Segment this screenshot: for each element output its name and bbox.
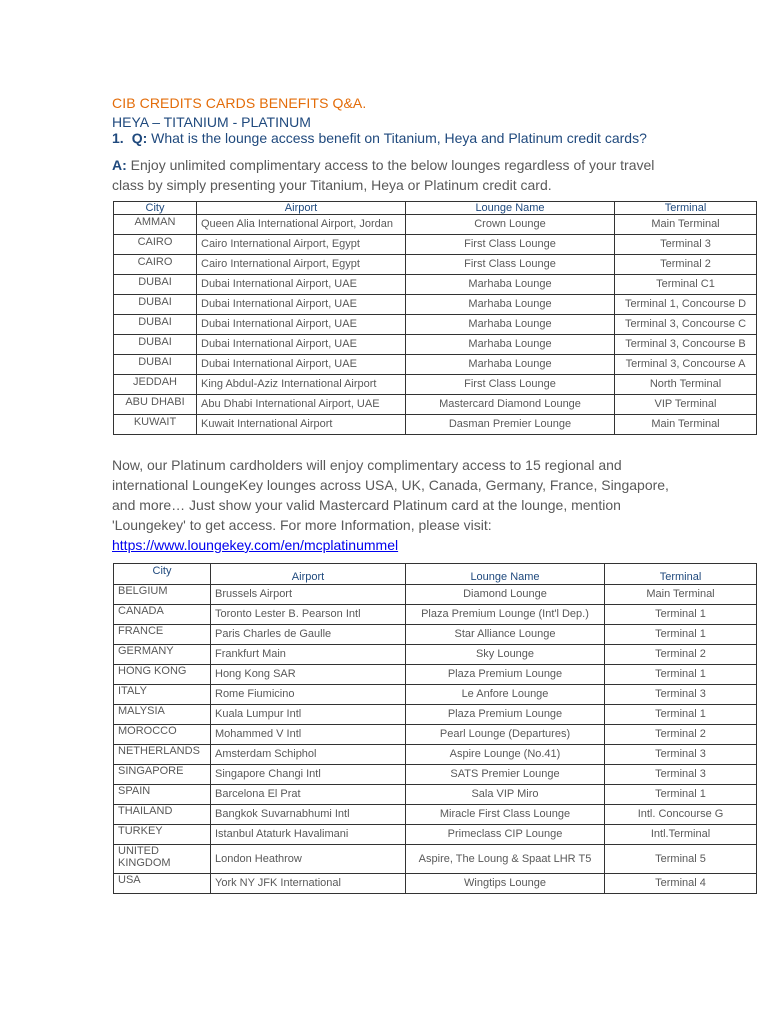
- cell-lounge-name: First Class Lounge: [406, 235, 615, 255]
- cell-terminal: Terminal 1: [605, 625, 757, 645]
- cell-terminal: Main Terminal: [615, 415, 757, 435]
- cell-airport: King Abdul-Aziz International Airport: [197, 375, 406, 395]
- cell-airport: Rome Fiumicino: [211, 685, 406, 705]
- table-row: [114, 825, 757, 845]
- cell-city: GERMANY: [114, 645, 211, 665]
- table-row: [114, 215, 757, 235]
- cell-lounge-name: Primeclass CIP Lounge: [406, 825, 605, 845]
- cell-airport: Queen Alia International Airport, Jordan: [197, 215, 406, 235]
- cell-terminal: Intl.Terminal: [605, 825, 757, 845]
- cell-terminal: Terminal 3: [605, 685, 757, 705]
- table-row: [114, 255, 757, 275]
- cell-airport: Hong Kong SAR: [211, 665, 406, 685]
- cell-airport: Toronto Lester B. Pearson Intl: [211, 605, 406, 625]
- regional-lounges-table: [113, 201, 757, 435]
- cell-airport: London Heathrow: [211, 845, 406, 874]
- loungekey-link[interactable]: https://www.loungekey.com/en/mcplatinummel: [112, 537, 399, 553]
- table-row: [114, 295, 757, 315]
- table-row: [114, 375, 757, 395]
- cell-terminal: Terminal 3, Concourse A: [615, 355, 757, 375]
- cell-terminal: Terminal 1: [605, 785, 757, 805]
- cell-city: CANADA: [114, 605, 211, 625]
- table-row: [114, 315, 757, 335]
- cell-city: USA: [114, 874, 211, 894]
- cell-lounge-name: Diamond Lounge: [406, 585, 605, 605]
- platinum-paragraph-text: Now, our Platinum cardholders will enjoy complimentary access to 15 regional and international LoungeKey lounges across USA, UK, Canada, Germany, France, Singapore, and more… Just show your valid Mastercard Platinum card at the lounge, mention 'Loungekey' to get access. For more Information, please visit:: [112, 457, 669, 533]
- answer-label: A:: [112, 157, 127, 173]
- cell-terminal: Terminal 2: [615, 255, 757, 275]
- cell-lounge-name: Sala VIP Miro: [406, 785, 605, 805]
- table-row: [114, 395, 757, 415]
- table-header-row: [114, 564, 757, 585]
- table-row: [114, 745, 757, 765]
- cell-city: CAIRO: [114, 255, 197, 275]
- cell-terminal: VIP Terminal: [615, 395, 757, 415]
- table-row: [114, 805, 757, 825]
- cell-city: SPAIN: [114, 785, 211, 805]
- table-row: [114, 275, 757, 295]
- table-row: [114, 585, 757, 605]
- cell-city: SINGAPORE: [114, 765, 211, 785]
- cell-lounge-name: Marhaba Lounge: [406, 335, 615, 355]
- cell-lounge-name: Marhaba Lounge: [406, 275, 615, 295]
- header-city: City: [114, 564, 211, 585]
- cell-airport: Frankfurt Main: [211, 645, 406, 665]
- cell-terminal: Terminal 3, Concourse C: [615, 315, 757, 335]
- cell-city: MALYSIA: [114, 705, 211, 725]
- cell-airport: York NY JFK International: [211, 874, 406, 894]
- cell-lounge-name: First Class Lounge: [406, 255, 615, 275]
- table-row: [114, 874, 757, 894]
- cell-lounge-name: Miracle First Class Lounge: [406, 805, 605, 825]
- cell-city: TURKEY: [114, 825, 211, 845]
- table-row: [114, 355, 757, 375]
- cell-airport: Singapore Changi Intl: [211, 765, 406, 785]
- cell-lounge-name: Le Anfore Lounge: [406, 685, 605, 705]
- header-lounge-name: Lounge Name: [406, 202, 615, 215]
- cell-terminal: Terminal 3, Concourse B: [615, 335, 757, 355]
- answer-1: [112, 155, 672, 195]
- header-city: City: [114, 202, 197, 215]
- document-subtitle: HEYA – TITANIUM - PLATINUM: [112, 114, 311, 130]
- cell-terminal: Terminal 3: [615, 235, 757, 255]
- cell-city: UNITED KINGDOM: [114, 845, 211, 874]
- table-row: [114, 235, 757, 255]
- header-airport: Airport: [197, 202, 406, 215]
- cell-city: KUWAIT: [114, 415, 197, 435]
- cell-city: DUBAI: [114, 335, 197, 355]
- cell-city: ITALY: [114, 685, 211, 705]
- question-1: [112, 130, 647, 146]
- cell-lounge-name: Mastercard Diamond Lounge: [406, 395, 615, 415]
- question-number: 1.: [112, 130, 124, 146]
- cell-lounge-name: Aspire Lounge (No.41): [406, 745, 605, 765]
- table-row: [114, 705, 757, 725]
- cell-terminal: Terminal 1, Concourse D: [615, 295, 757, 315]
- answer-text: Enjoy unlimited complimentary access to the below lounges regardless of your travel class by simply presenting your Titanium, Heya or Platinum credit card.: [112, 157, 655, 193]
- cell-lounge-name: Plaza Premium Lounge (Int'l Dep.): [406, 605, 605, 625]
- table-row: [114, 685, 757, 705]
- cell-terminal: Terminal 1: [605, 705, 757, 725]
- cell-city: BELGIUM: [114, 585, 211, 605]
- cell-city: FRANCE: [114, 625, 211, 645]
- table-row: [114, 725, 757, 745]
- cell-terminal: Terminal 1: [605, 605, 757, 625]
- cell-city: MOROCCO: [114, 725, 211, 745]
- table-row: [114, 785, 757, 805]
- cell-terminal: Terminal C1: [615, 275, 757, 295]
- cell-lounge-name: Crown Lounge: [406, 215, 615, 235]
- question-label: Q:: [131, 130, 148, 146]
- cell-airport: Dubai International Airport, UAE: [197, 335, 406, 355]
- cell-lounge-name: Pearl Lounge (Departures): [406, 725, 605, 745]
- cell-airport: Brussels Airport: [211, 585, 406, 605]
- cell-terminal: Terminal 3: [605, 765, 757, 785]
- cell-terminal: Intl. Concourse G: [605, 805, 757, 825]
- cell-lounge-name: Plaza Premium Lounge: [406, 705, 605, 725]
- table-row: [114, 605, 757, 625]
- cell-lounge-name: Wingtips Lounge: [406, 874, 605, 894]
- cell-airport: Kuala Lumpur Intl: [211, 705, 406, 725]
- cell-airport: Dubai International Airport, UAE: [197, 355, 406, 375]
- cell-lounge-name: Star Alliance Lounge: [406, 625, 605, 645]
- cell-terminal: Terminal 1: [605, 665, 757, 685]
- header-lounge-name: Lounge Name: [406, 564, 605, 585]
- cell-city: NETHERLANDS: [114, 745, 211, 765]
- cell-airport: Dubai International Airport, UAE: [197, 315, 406, 335]
- cell-terminal: Terminal 2: [605, 725, 757, 745]
- cell-lounge-name: Sky Lounge: [406, 645, 605, 665]
- cell-airport: Istanbul Ataturk Havalimani: [211, 825, 406, 845]
- table-row: [114, 645, 757, 665]
- cell-lounge-name: Marhaba Lounge: [406, 355, 615, 375]
- cell-city: THAILAND: [114, 805, 211, 825]
- cell-terminal: Terminal 5: [605, 845, 757, 874]
- cell-city: JEDDAH: [114, 375, 197, 395]
- table-row: [114, 335, 757, 355]
- cell-lounge-name: SATS Premier Lounge: [406, 765, 605, 785]
- table-row: [114, 765, 757, 785]
- cell-airport: Cairo International Airport, Egypt: [197, 255, 406, 275]
- cell-airport: Bangkok Suvarnabhumi Intl: [211, 805, 406, 825]
- table-row: [114, 625, 757, 645]
- cell-terminal: Terminal 2: [605, 645, 757, 665]
- header-terminal: Terminal: [615, 202, 757, 215]
- cell-airport: Kuwait International Airport: [197, 415, 406, 435]
- cell-lounge-name: Marhaba Lounge: [406, 315, 615, 335]
- cell-airport: Amsterdam Schiphol: [211, 745, 406, 765]
- cell-terminal: Terminal 3: [605, 745, 757, 765]
- cell-lounge-name: Aspire, The Loung & Spaat LHR T5: [406, 845, 605, 874]
- table-header-row: [114, 202, 757, 215]
- loungekey-lounges-table: [113, 563, 757, 894]
- header-terminal: Terminal: [605, 564, 757, 585]
- cell-airport: Abu Dhabi International Airport, UAE: [197, 395, 406, 415]
- cell-city: DUBAI: [114, 295, 197, 315]
- cell-city: DUBAI: [114, 315, 197, 335]
- cell-airport: Dubai International Airport, UAE: [197, 295, 406, 315]
- platinum-paragraph: [112, 455, 672, 555]
- table-row: [114, 845, 757, 874]
- cell-airport: Paris Charles de Gaulle: [211, 625, 406, 645]
- cell-airport: Cairo International Airport, Egypt: [197, 235, 406, 255]
- cell-city: ABU DHABI: [114, 395, 197, 415]
- question-text: What is the lounge access benefit on Titanium, Heya and Platinum credit cards?: [151, 130, 647, 146]
- cell-city: AMMAN: [114, 215, 197, 235]
- cell-lounge-name: Marhaba Lounge: [406, 295, 615, 315]
- header-airport: Airport: [211, 564, 406, 585]
- cell-city: HONG KONG: [114, 665, 211, 685]
- cell-city: DUBAI: [114, 355, 197, 375]
- table-row: [114, 415, 757, 435]
- cell-terminal: Main Terminal: [605, 585, 757, 605]
- cell-terminal: Terminal 4: [605, 874, 757, 894]
- document-title: CIB CREDITS CARDS BENEFITS Q&A.: [112, 95, 367, 111]
- cell-lounge-name: First Class Lounge: [406, 375, 615, 395]
- cell-terminal: North Terminal: [615, 375, 757, 395]
- cell-city: DUBAI: [114, 275, 197, 295]
- cell-airport: Dubai International Airport, UAE: [197, 275, 406, 295]
- table-row: [114, 665, 757, 685]
- cell-terminal: Main Terminal: [615, 215, 757, 235]
- cell-lounge-name: Dasman Premier Lounge: [406, 415, 615, 435]
- cell-airport: Mohammed V Intl: [211, 725, 406, 745]
- cell-city: CAIRO: [114, 235, 197, 255]
- cell-airport: Barcelona El Prat: [211, 785, 406, 805]
- cell-lounge-name: Plaza Premium Lounge: [406, 665, 605, 685]
